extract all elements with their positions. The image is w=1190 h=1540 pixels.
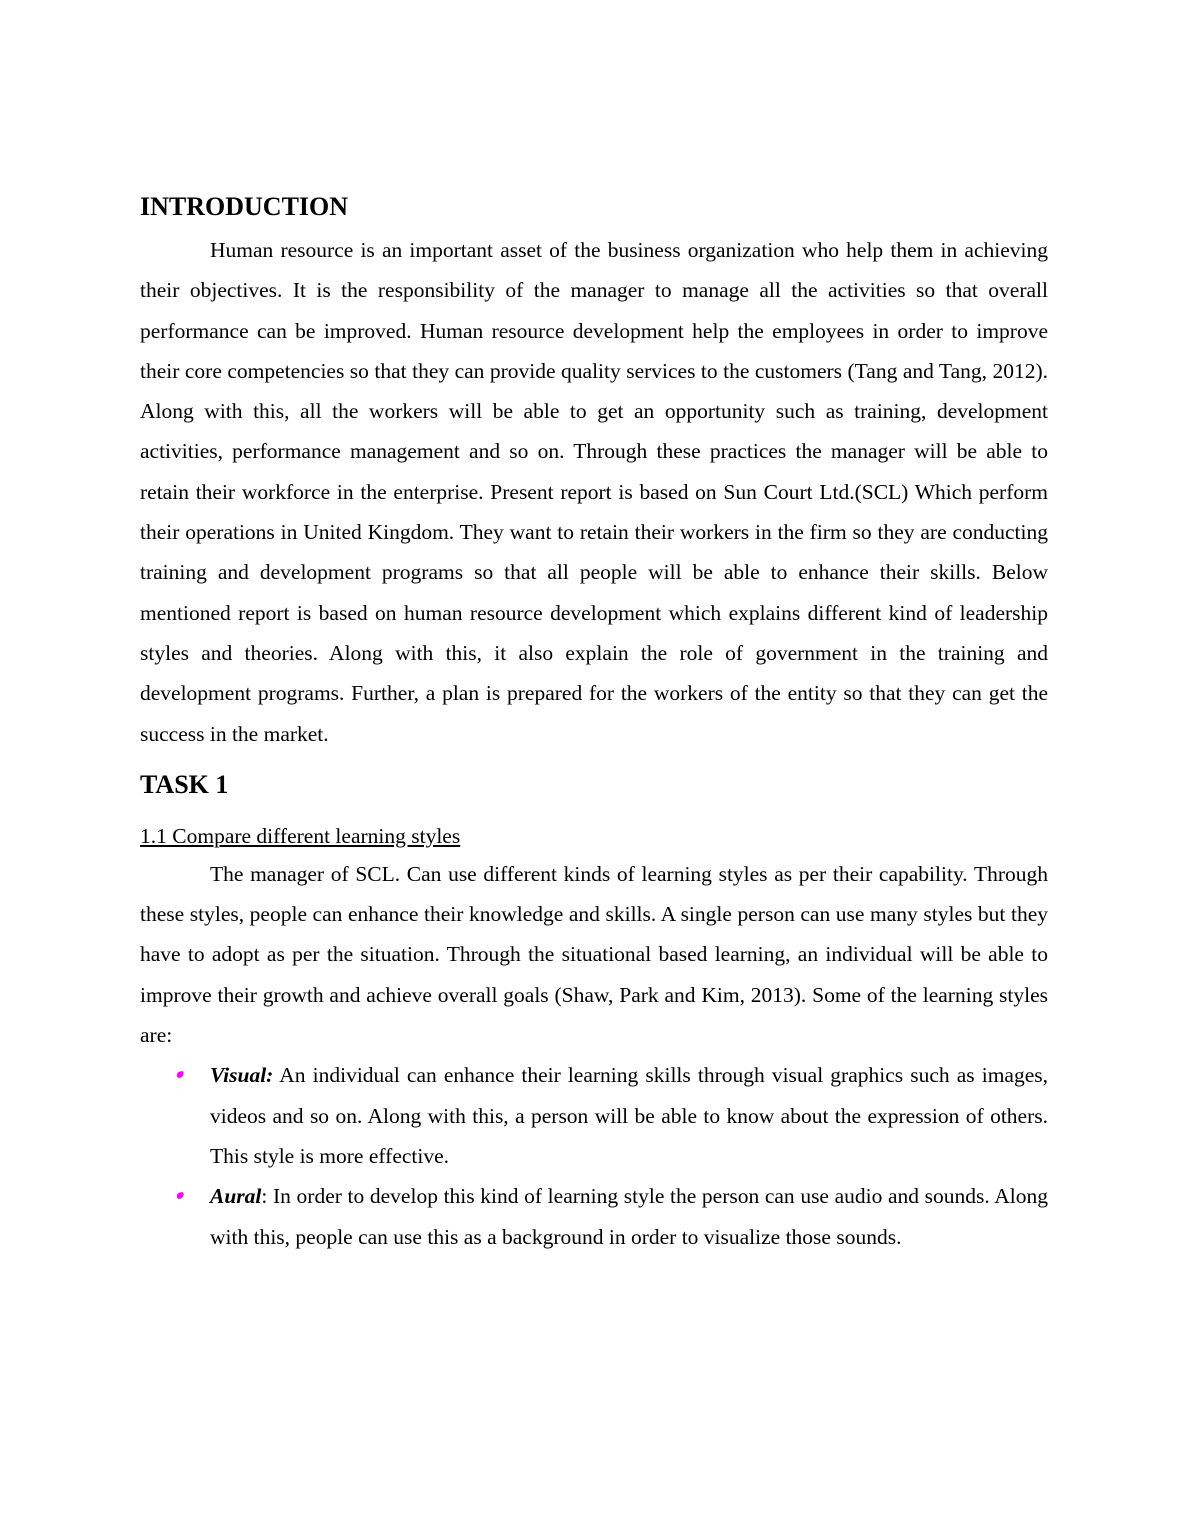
- bullet-term: Aural: [210, 1184, 262, 1209]
- bullet-icon: [176, 1191, 185, 1200]
- bullet-icon: [176, 1070, 185, 1079]
- bullet-text: : In order to develop this kind of learning style the person can use audio and sounds. Along with this, people can use this as a background in order to visualize those sounds.: [210, 1184, 1048, 1249]
- introduction-paragraph: Human resource is an important asset of the business organization who help them in achieving their objectives. It is the responsibility of the manager to manage all the activities so that overall performance can be improved. Human resource development help the employees in order to improve their core competencies so that they can provide quality services to the customers (Tang and Tang, 2012). Along with this, all the workers will be able to get an opportunity such as training, development activities, performance management and so on. Through these practices the manager will be able to retain their workforce in the enterprise. Present report is based on Sun Court Ltd.(SCL) Which perform their operations in United Kingdom. They want to retain their workers in the firm so they are conducting training and development programs so that all people will be able to enhance their skills. Below mentioned report is based on human resource development which explains different kind of leadership styles and theories. Along with this, it also explain the role of government in the training and development programs. Further, a plan is prepared for the workers of the entity so that they can get the success in the market.: [140, 238, 1048, 746]
- list-item: [140, 1055, 1048, 1176]
- task1-paragraph: The manager of SCL. Can use different kinds of learning styles as per their capability. Through these styles, people can enhance their knowledge and skills. A single person can use many styles but they have to adopt as per the situation. Through the situational based learning, an individual will be able to improve their growth and achieve overall goals (Shaw, Park and Kim, 2013). Some of the learning styles are:: [140, 861, 1048, 1048]
- list-item: [140, 1176, 1048, 1257]
- introduction-heading: INTRODUCTION: [140, 192, 349, 221]
- document-page: [140, 190, 1048, 1257]
- learning-styles-list: [140, 1055, 1048, 1256]
- bullet-term: Visual:: [210, 1063, 274, 1088]
- task1-heading: TASK 1: [140, 769, 229, 799]
- bullet-text: An individual can enhance their learning skills through visual graphics such as images, videos and so on. Along with this, a person will be able to know about the expression of others. This style is more effective.: [210, 1063, 1048, 1168]
- task1-subheading: 1.1 Compare different learning styles: [140, 823, 461, 848]
